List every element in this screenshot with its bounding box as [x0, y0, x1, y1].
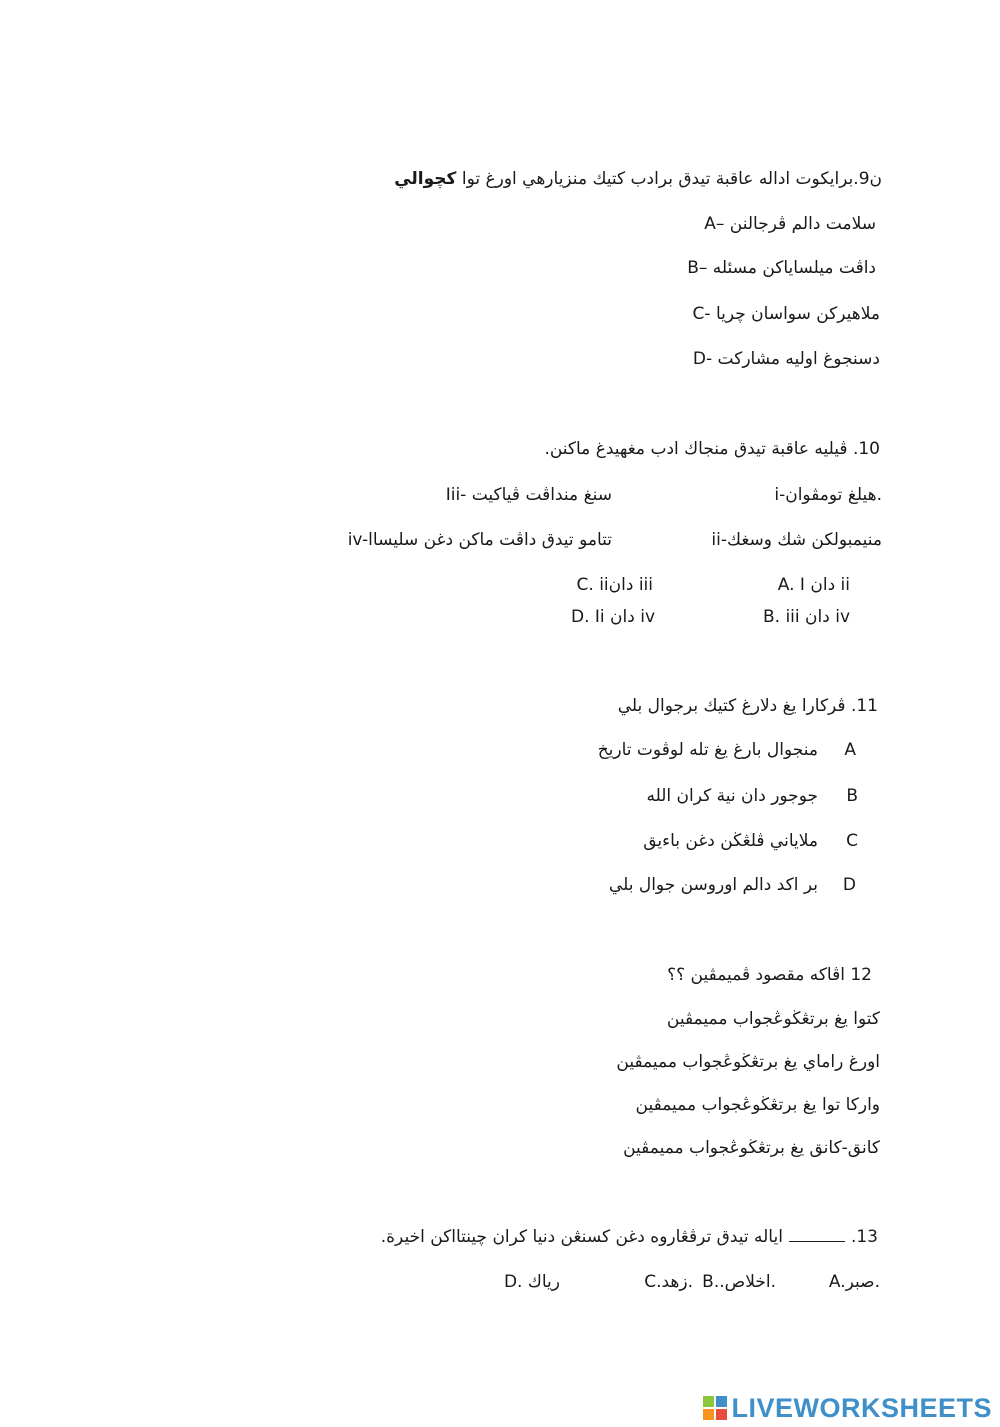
- q13-option-b[interactable]: B..اخلاص.: [702, 1272, 776, 1292]
- q9-option-c[interactable]: C- ملاهيركن سواسان چريا: [692, 304, 880, 324]
- q9-option-b[interactable]: B– داڤت ميلساياكن مسئله: [687, 258, 876, 278]
- q12-option-3[interactable]: واركا توا يغ برتڠڬوڠجواب مميمڤين: [635, 1095, 880, 1115]
- q10-title: 10. ڤيليه عاقبة تيدق منجاك ادب مغهيدغ ماكنن.: [544, 439, 880, 459]
- q11-option-c[interactable]: [643, 829, 858, 853]
- q9-title-text: ن9.برايكوت اداله عاقبة تيدق برادب كتيك منزيارهي اورغ توا: [461, 169, 882, 189]
- q13-number: 13.: [850, 1227, 878, 1247]
- q11-option-b[interactable]: [647, 784, 859, 808]
- q12-option-2[interactable]: اورغ راماي يغ برتڠڬوڠجواب مميمڤين: [616, 1052, 880, 1072]
- q11-option-c-text: ملاياني ڤلڠڬن دغن باءيق: [643, 831, 818, 851]
- q11-option-d-letter: D: [842, 875, 856, 895]
- q13-option-a[interactable]: A.صبر.: [828, 1272, 880, 1292]
- q9-option-a[interactable]: A– سلامت دالم ڤرجالنن: [704, 214, 876, 234]
- q13-title: [381, 1225, 878, 1249]
- q10-item-iii: Iii- سنغ منداڤت ڤياكيت: [445, 485, 612, 505]
- q11-option-d[interactable]: [609, 873, 856, 897]
- q13-answer-blank[interactable]: [789, 1227, 845, 1242]
- q11-option-d-text: بر اكد دالم اوروسن جوال بلي: [608, 875, 818, 895]
- q9-option-d[interactable]: D- دسنجوغ اوليه مشاركت: [692, 349, 880, 369]
- q11-option-c-letter: C: [846, 831, 858, 851]
- q10-choice-b[interactable]: B. iii دان iv: [762, 607, 850, 627]
- q11-option-b-text: جوجور دان نية كران الله: [646, 786, 818, 806]
- q9-title-bold: كچوالي: [394, 169, 457, 189]
- q11-option-a-text: منجوال بارغ يغ تله لوڤوت تاريخ: [597, 740, 818, 760]
- q11-option-a[interactable]: [598, 738, 856, 762]
- q9-title: [394, 167, 882, 191]
- q13-title-text: اياله تيدق ترڤڠاروه دغن كسنڠن دنيا كران چينتااكن اخيرة.: [380, 1227, 783, 1247]
- liveworksheets-logo[interactable]: [703, 1391, 992, 1425]
- q13-option-d[interactable]: D. رياك: [503, 1272, 560, 1292]
- q11-option-a-letter: A: [844, 740, 856, 760]
- q10-item-ii: ii-منيمبولكن شك وسغك: [711, 530, 882, 550]
- q10-item-i: i-هيلغ تومڤوان.: [774, 485, 882, 505]
- q12-option-4[interactable]: كانق-كانق يغ برتڠڬوڠجواب مميمڤين: [623, 1138, 880, 1158]
- q11-title: 11. ڤركارا يغ دلارغ كتيك برجوال بلي: [617, 696, 878, 716]
- q10-choice-c[interactable]: C. iiدان iii: [576, 575, 653, 595]
- q12-title: 12 اڤاكه مقصود ڤميمڤين ؟؟: [667, 965, 872, 985]
- q10-item-iv: iv-تتامو تيدق داڤت ماكن دغن سليساا: [347, 530, 612, 550]
- q11-option-b-letter: B: [846, 786, 858, 806]
- q13-option-c[interactable]: C.زهد.: [644, 1272, 693, 1292]
- q10-choice-d[interactable]: D. Ii دان iv: [570, 607, 655, 627]
- liveworksheets-logo-icon: [703, 1396, 727, 1420]
- liveworksheets-logo-text: LIVEWORKSHEETS: [731, 1392, 992, 1423]
- q10-choice-a[interactable]: A. I دان ii: [777, 575, 850, 595]
- q12-option-1[interactable]: كتوا يغ برتڠڬوڠجواب مميمڤين: [666, 1009, 880, 1029]
